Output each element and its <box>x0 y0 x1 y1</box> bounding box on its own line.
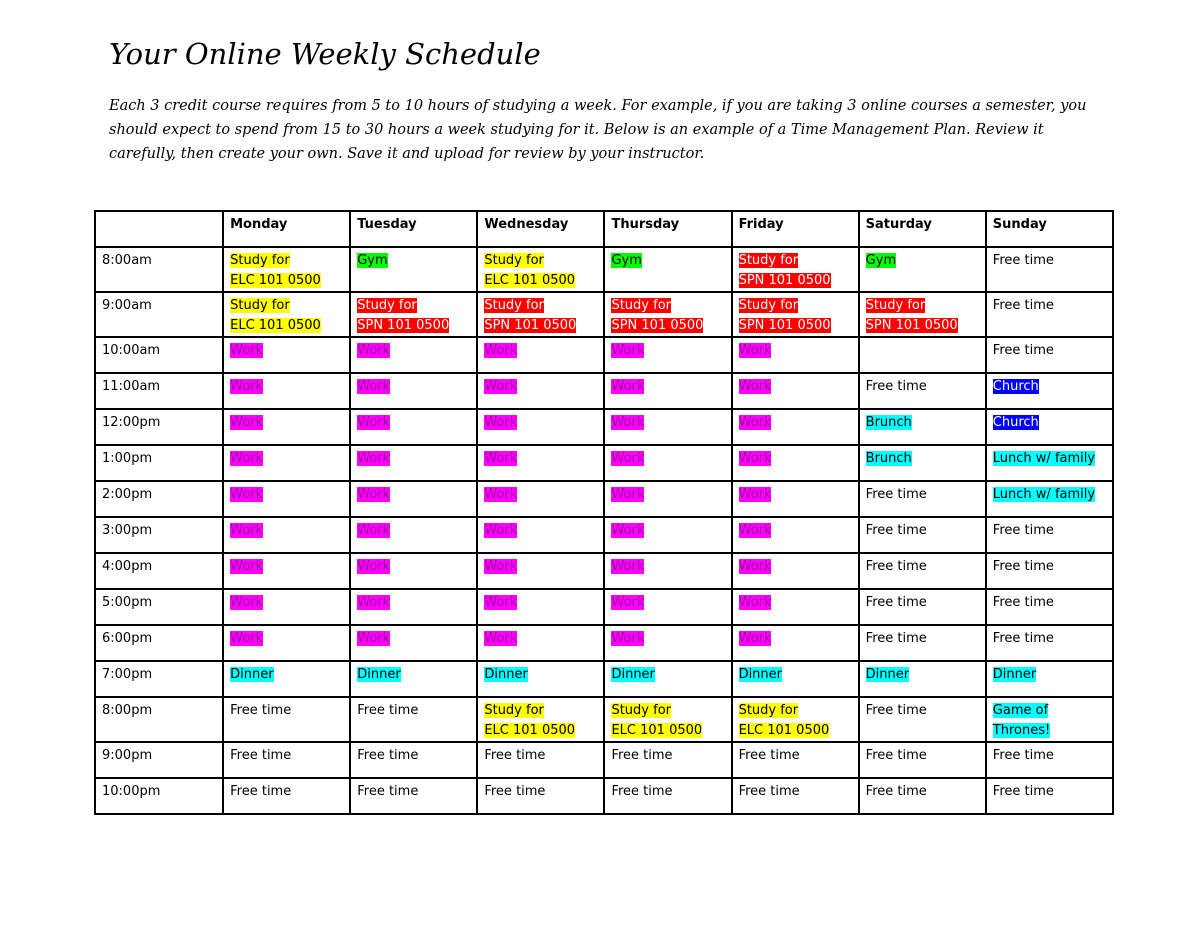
activity-label: Dinner <box>992 667 1037 682</box>
activity-label: Free time <box>484 784 546 799</box>
schedule-cell <box>477 292 604 337</box>
schedule-cell <box>986 553 1113 589</box>
activity-label: Work <box>484 487 518 502</box>
activity-label: Free time <box>738 748 800 763</box>
schedule-cell <box>477 661 604 697</box>
activity-label: Work <box>484 379 518 394</box>
activity-label: Gym <box>357 253 388 268</box>
schedule-cell <box>859 247 986 292</box>
activity-label: Study for <box>611 298 671 313</box>
schedule-cell <box>604 337 731 373</box>
activity-label: Lunch w/ family <box>992 487 1096 502</box>
time-cell: 3:00pm <box>95 517 223 553</box>
schedule-cell <box>732 373 859 409</box>
activity-label: Work <box>230 559 264 574</box>
schedule-cell <box>732 445 859 481</box>
table-row <box>95 697 1113 742</box>
activity-label: Free time <box>611 784 673 799</box>
activity-label: SPN 101 0500 <box>357 318 450 333</box>
schedule-cell <box>986 589 1113 625</box>
schedule-cell <box>477 625 604 661</box>
schedule-cell <box>604 481 731 517</box>
activity-label: Study for <box>611 703 671 718</box>
activity-label: Dinner <box>230 667 274 682</box>
activity-label: Work <box>484 343 518 358</box>
activity-label: SPN 101 0500 <box>611 318 704 333</box>
activity-label: Church <box>992 415 1039 430</box>
activity-label: Brunch <box>865 451 912 466</box>
activity-label: Work <box>230 523 264 538</box>
table-row <box>95 337 1113 373</box>
activity-label: Free time <box>865 631 927 646</box>
schedule-cell <box>604 247 731 292</box>
activity-label: Work <box>738 415 772 430</box>
schedule-cell <box>223 247 350 292</box>
schedule-cell <box>604 373 731 409</box>
schedule-cell <box>350 481 477 517</box>
table-row <box>95 625 1113 661</box>
activity-label: Study for <box>484 703 544 718</box>
activity-label: Work <box>738 559 772 574</box>
activity-label: Work <box>230 631 264 646</box>
activity-label: Work <box>484 451 518 466</box>
schedule-cell <box>986 697 1113 742</box>
activity-label: Work <box>357 415 391 430</box>
activity-label: Work <box>230 451 264 466</box>
schedule-cell <box>350 697 477 742</box>
schedule-cell <box>986 292 1113 337</box>
time-cell: 7:00pm <box>95 661 223 697</box>
schedule-cell <box>477 742 604 778</box>
activity-label: Thrones! <box>992 723 1051 738</box>
activity-label: Work <box>611 343 645 358</box>
activity-label: Work <box>611 595 645 610</box>
activity-label: Free time <box>992 253 1054 268</box>
activity-label: Work <box>484 595 518 610</box>
schedule-cell <box>986 373 1113 409</box>
activity-label: Free time <box>865 523 927 538</box>
activity-label: Free time <box>865 784 927 799</box>
activity-label: ELC 101 0500 <box>738 723 830 738</box>
schedule-cell <box>477 589 604 625</box>
schedule-cell <box>986 742 1113 778</box>
schedule-cell <box>859 517 986 553</box>
schedule-cell <box>350 337 477 373</box>
day-header: Tuesday <box>350 211 477 247</box>
activity-label: Free time <box>992 784 1054 799</box>
activity-label: Free time <box>992 559 1054 574</box>
schedule-cell <box>604 661 731 697</box>
activity-label: SPN 101 0500 <box>865 318 958 333</box>
activity-label: Gym <box>611 253 642 268</box>
schedule-cell <box>859 625 986 661</box>
activity-label: Free time <box>992 748 1054 763</box>
activity-label: Dinner <box>865 667 910 682</box>
activity-label: Work <box>484 631 518 646</box>
activity-label: ELC 101 0500 <box>230 273 321 288</box>
schedule-cell <box>477 445 604 481</box>
activity-label: Work <box>738 595 772 610</box>
activity-label: Work <box>738 523 772 538</box>
activity-label: Church <box>992 379 1039 394</box>
schedule-cell <box>223 409 350 445</box>
schedule-cell <box>604 697 731 742</box>
activity-label: Dinner <box>611 667 655 682</box>
schedule-cell <box>859 553 986 589</box>
schedule-cell <box>604 742 731 778</box>
activity-label: Work <box>357 487 391 502</box>
table-row <box>95 292 1113 337</box>
table-row <box>95 661 1113 697</box>
schedule-cell <box>859 778 986 814</box>
schedule-cell <box>223 742 350 778</box>
schedule-body <box>95 247 1113 814</box>
schedule-cell <box>477 778 604 814</box>
activity-label: Work <box>230 487 264 502</box>
schedule-cell <box>986 517 1113 553</box>
activity-label: Free time <box>865 379 927 394</box>
activity-label: Study for <box>230 253 290 268</box>
time-cell: 5:00pm <box>95 589 223 625</box>
time-cell: 8:00am <box>95 247 223 292</box>
time-cell: 11:00am <box>95 373 223 409</box>
schedule-cell <box>732 589 859 625</box>
schedule-cell <box>477 247 604 292</box>
activity-label: ELC 101 0500 <box>230 318 321 333</box>
activity-label: Free time <box>865 487 927 502</box>
schedule-cell <box>350 742 477 778</box>
schedule-cell <box>859 481 986 517</box>
schedule-cell <box>732 778 859 814</box>
day-header: Wednesday <box>477 211 604 247</box>
schedule-cell <box>350 292 477 337</box>
activity-label: Study for <box>357 298 417 313</box>
schedule-cell <box>223 445 350 481</box>
activity-label: SPN 101 0500 <box>738 273 831 288</box>
activity-label: ELC 101 0500 <box>484 723 576 738</box>
schedule-cell <box>604 589 731 625</box>
activity-label: Work <box>357 379 391 394</box>
activity-label: SPN 101 0500 <box>738 318 831 333</box>
schedule-cell <box>986 337 1113 373</box>
schedule-cell <box>223 373 350 409</box>
activity-label: Game of <box>992 703 1049 718</box>
activity-label: Work <box>357 559 391 574</box>
activity-label: ELC 101 0500 <box>484 273 576 288</box>
schedule-cell <box>350 445 477 481</box>
schedule-cell <box>732 742 859 778</box>
table-row <box>95 373 1113 409</box>
table-row <box>95 445 1113 481</box>
activity-label: Free time <box>992 631 1054 646</box>
time-cell: 12:00pm <box>95 409 223 445</box>
schedule-cell <box>859 373 986 409</box>
schedule-cell <box>477 697 604 742</box>
day-header: Sunday <box>986 211 1113 247</box>
activity-label: Dinner <box>738 667 783 682</box>
activity-label: Free time <box>230 784 292 799</box>
day-header: Monday <box>223 211 350 247</box>
activity-label: Free time <box>484 748 546 763</box>
activity-label: Free time <box>230 703 292 718</box>
schedule-cell <box>859 661 986 697</box>
activity-label: SPN 101 0500 <box>484 318 577 333</box>
schedule-table <box>94 210 1114 815</box>
schedule-cell <box>350 409 477 445</box>
time-cell: 2:00pm <box>95 481 223 517</box>
schedule-cell <box>859 697 986 742</box>
schedule-cell <box>223 517 350 553</box>
page-title: Your Online Weekly Schedule <box>109 37 541 71</box>
activity-label: Free time <box>865 703 927 718</box>
activity-label: Free time <box>357 703 419 718</box>
schedule-cell <box>477 481 604 517</box>
activity-label: Work <box>611 379 645 394</box>
activity-label: Free time <box>357 784 419 799</box>
schedule-cell <box>350 247 477 292</box>
schedule-cell <box>859 337 986 373</box>
schedule-cell <box>223 625 350 661</box>
schedule-cell <box>732 625 859 661</box>
schedule-cell <box>859 742 986 778</box>
schedule-cell <box>350 517 477 553</box>
schedule-cell <box>604 409 731 445</box>
activity-label: Free time <box>992 343 1054 358</box>
schedule-cell <box>350 589 477 625</box>
activity-label: Work <box>611 415 645 430</box>
activity-label: Dinner <box>484 667 528 682</box>
activity-label: Study for <box>865 298 926 313</box>
day-header: Thursday <box>604 211 731 247</box>
activity-label: Work <box>738 451 772 466</box>
activity-label: Study for <box>484 298 544 313</box>
day-header: Friday <box>732 211 859 247</box>
schedule-cell <box>986 409 1113 445</box>
activity-label: Work <box>484 559 518 574</box>
activity-label: Work <box>357 595 391 610</box>
schedule-cell <box>732 481 859 517</box>
activity-label: Work <box>611 523 645 538</box>
schedule-cell <box>477 553 604 589</box>
schedule-cell <box>732 292 859 337</box>
schedule-cell <box>223 661 350 697</box>
schedule-cell <box>223 697 350 742</box>
schedule-cell <box>986 445 1113 481</box>
activity-label: Work <box>611 487 645 502</box>
activity-label: Study for <box>738 253 799 268</box>
activity-label: Free time <box>611 748 673 763</box>
activity-label: Work <box>738 631 772 646</box>
table-row <box>95 553 1113 589</box>
schedule-cell <box>223 292 350 337</box>
activity-label: Work <box>357 631 391 646</box>
schedule-cell <box>604 625 731 661</box>
time-cell: 1:00pm <box>95 445 223 481</box>
time-cell: 4:00pm <box>95 553 223 589</box>
activity-label: Free time <box>992 595 1054 610</box>
activity-label: Brunch <box>865 415 912 430</box>
table-row <box>95 517 1113 553</box>
schedule-cell <box>477 409 604 445</box>
schedule-cell <box>604 553 731 589</box>
corner-cell <box>95 211 223 247</box>
schedule-cell <box>859 589 986 625</box>
activity-label: Free time <box>230 748 292 763</box>
table-row <box>95 481 1113 517</box>
schedule-cell <box>350 553 477 589</box>
time-cell: 9:00am <box>95 292 223 337</box>
activity-label: Work <box>611 559 645 574</box>
schedule-cell <box>223 337 350 373</box>
schedule-cell <box>732 247 859 292</box>
time-cell: 10:00am <box>95 337 223 373</box>
schedule-cell <box>350 373 477 409</box>
schedule-cell <box>986 481 1113 517</box>
time-cell: 10:00pm <box>95 778 223 814</box>
schedule-cell <box>732 409 859 445</box>
activity-label: Work <box>611 451 645 466</box>
activity-label: Study for <box>738 298 799 313</box>
activity-label: Free time <box>738 784 800 799</box>
table-row <box>95 742 1113 778</box>
schedule-cell <box>859 409 986 445</box>
schedule-cell <box>350 778 477 814</box>
schedule-cell <box>986 625 1113 661</box>
table-row <box>95 589 1113 625</box>
activity-label: Lunch w/ family <box>992 451 1096 466</box>
schedule-cell <box>477 337 604 373</box>
activity-label: Free time <box>865 595 927 610</box>
activity-label: Work <box>230 343 264 358</box>
schedule-cell <box>350 661 477 697</box>
schedule-cell <box>986 778 1113 814</box>
schedule-cell <box>223 589 350 625</box>
schedule-cell <box>223 553 350 589</box>
activity-label: Study for <box>738 703 799 718</box>
time-cell: 9:00pm <box>95 742 223 778</box>
activity-label: Work <box>738 487 772 502</box>
activity-label: Work <box>230 379 264 394</box>
activity-label: Study for <box>230 298 290 313</box>
activity-label: Work <box>357 343 391 358</box>
header-row <box>95 211 1113 247</box>
schedule-cell <box>986 661 1113 697</box>
schedule-cell <box>859 445 986 481</box>
time-cell: 6:00pm <box>95 625 223 661</box>
activity-label: Work <box>230 415 264 430</box>
activity-label: Study for <box>484 253 544 268</box>
activity-label: Work <box>357 451 391 466</box>
table-row <box>95 247 1113 292</box>
time-cell: 8:00pm <box>95 697 223 742</box>
schedule-cell <box>477 373 604 409</box>
activity-label: Gym <box>865 253 897 268</box>
schedule-cell <box>732 337 859 373</box>
schedule-cell <box>732 697 859 742</box>
schedule-cell <box>604 517 731 553</box>
activity-label: Free time <box>357 748 419 763</box>
schedule-cell <box>604 292 731 337</box>
activity-label: Work <box>357 523 391 538</box>
activity-label: Work <box>611 631 645 646</box>
table-row <box>95 409 1113 445</box>
activity-label: Work <box>230 595 264 610</box>
schedule-cell <box>732 553 859 589</box>
activity-label: Work <box>484 523 518 538</box>
activity-label: Dinner <box>357 667 401 682</box>
activity-label: Free time <box>992 523 1054 538</box>
schedule-cell <box>604 778 731 814</box>
day-header: Saturday <box>859 211 986 247</box>
schedule-cell <box>223 481 350 517</box>
schedule-cell <box>986 247 1113 292</box>
schedule-cell <box>223 778 350 814</box>
activity-label: Work <box>738 379 772 394</box>
activity-label: Free time <box>992 298 1054 313</box>
activity-label: Free time <box>865 559 927 574</box>
schedule-cell <box>477 517 604 553</box>
schedule-cell <box>732 661 859 697</box>
activity-label: ELC 101 0500 <box>611 723 703 738</box>
activity-label: Work <box>738 343 772 358</box>
intro-paragraph: Each 3 credit course requires from 5 to 10 hours of studying a week. For example, if you are taking 3 online courses a semester, you should expect to spend from 15 to 30 hours a week studying for it. Below is an example of a Time Management Plan. Review it carefully, then create your own. Save it and upload for review by your instructor. <box>109 98 1087 162</box>
schedule-cell <box>604 445 731 481</box>
table-row <box>95 778 1113 814</box>
schedule-cell <box>732 517 859 553</box>
activity-label: Work <box>484 415 518 430</box>
activity-label: Free time <box>865 748 927 763</box>
schedule-cell <box>350 625 477 661</box>
schedule-cell <box>859 292 986 337</box>
